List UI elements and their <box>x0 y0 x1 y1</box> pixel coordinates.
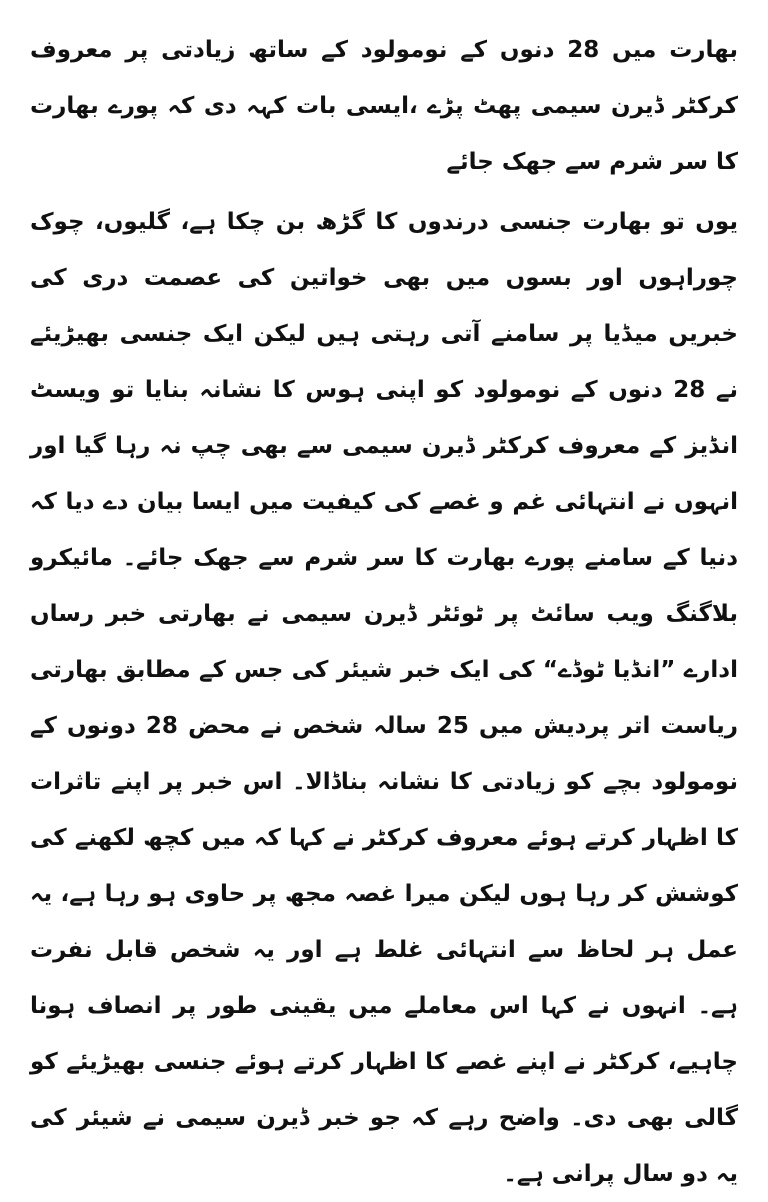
article-body: یوں تو بھارت جنسی درندوں کا گڑھ بن چکا ہے، گلیوں، چوک چوراہوں اور بسوں میں بھی خواتین کی عصمت دری کی خبریں میڈیا پر سامنے آتی رہتی ہیں لیکن ایک جنسی بھیڑیئے نے 28 دنوں کے نومولود کو اپنی ہوس کا نشانہ بنایا تو ویسٹ انڈیز کے معروف کرکٹر ڈیرن سیمی سے بھی چپ نہ رہا گیا اور انہوں نے انتہائی غم و غصے کی کیفیت میں ایسا بیان دے دیا کہ دنیا کے سامنے پورے بھارت کا سر شرم سے جھک جائے۔ مائیکرو بلاگنگ ویب سائٹ پر ٹوئٹر ڈیرن سیمی نے بھارتی خبر رساں ادارے ”انڈیا ٹوڈے“ کی ایک خبر شیئر کی جس کے مطابق بھارتی ریاست اتر پردیش میں 25 سالہ شخص نے محض 28 دونوں کے نومولود بچے کو زیادتی کا نشانہ بناڈالا۔ اس خبر پر اپنے تاثرات کا اظہار کرتے ہوئے معروف کرکٹر نے کہا کہ میں کچھ لکھنے کی کوشش کر رہا ہوں لیکن میرا غصہ مجھ پر حاوی ہو رہا ہے، یہ عمل ہر لحاظ سے انتہائی غلط ہے اور یہ شخص قابل نفرت ہے۔ انہوں نے کہا اس معاملے میں یقینی طور پر انصاف ہونا چاہیے، کرکٹر نے اپنے غصے کا اظہار کرتے ہوئے جنسی بھیڑیئے کو گالی بھی دی۔ واضح رہے کہ جو خبر ڈیرن سیمی نے شیئر کی یہ دو سال پرانی ہے۔ <box>30 209 738 1187</box>
article-headline: بھارت میں 28 دنوں کے نومولود کے ساتھ زیادتی پر معروف کرکٹر ڈیرن سیمی پھٹ پڑے ،ایسی بات کہہ دی کہ پورے بھارت کا سر شرم سے جھک جائے <box>30 37 739 175</box>
